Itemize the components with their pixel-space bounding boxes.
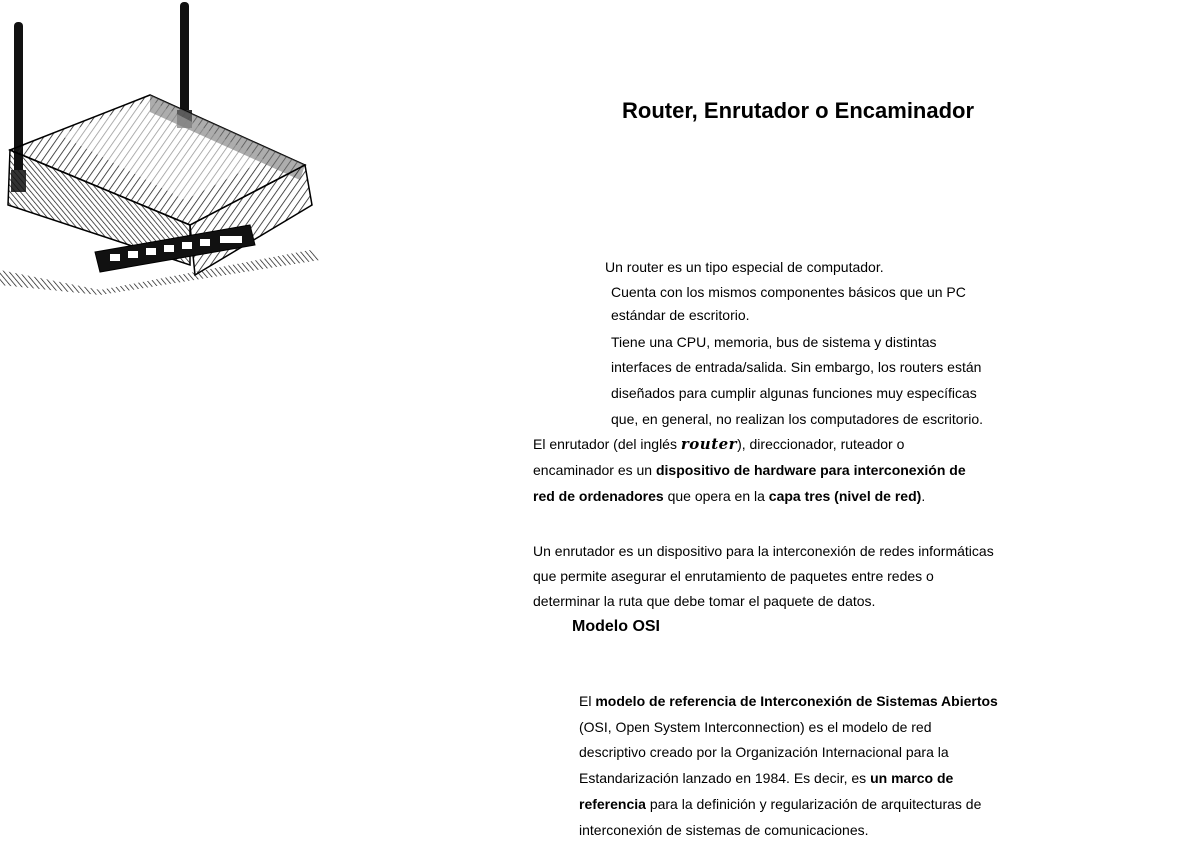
osi-heading: Modelo OSI [572, 618, 660, 635]
intro-line-1: Un router es un tipo especial de computador. [605, 259, 884, 275]
definition-emphasis: red de ordenadores [533, 488, 664, 504]
definition-emphasis: capa tres (nivel de red) [768, 488, 922, 504]
page-title: Router, Enrutador o Encaminador [622, 98, 975, 123]
definition-line-1 [533, 435, 904, 453]
intro-line-2: Cuenta con los mismos componentes básicos que un PC [611, 284, 966, 300]
osi-emphasis: un marco de [870, 770, 954, 786]
osi-line-3: descriptivo creado por la Organización Internacional para la [579, 744, 949, 760]
osi-text: Estandarización lanzado en 1984. Es decir, es [579, 770, 871, 786]
osi-line-2: (OSI, Open System Interconnection) es el modelo de red [579, 719, 932, 735]
intro-line-6: diseñados para cumplir algunas funciones muy específicas [611, 385, 977, 401]
definition-emphasis: dispositivo de hardware para interconexión de [655, 462, 966, 478]
definition-text: El enrutador (del inglés [533, 436, 681, 452]
definition-text: encaminador es un [533, 462, 656, 478]
definition-line-2 [533, 461, 966, 479]
definition-text: que opera en la [663, 488, 769, 504]
intro-line-4: Tiene una CPU, memoria, bus de sistema y distintas [611, 334, 937, 350]
osi-text: El [579, 693, 596, 709]
osi-emphasis: modelo de referencia de Interconexión de Sistemas Abiertos [595, 693, 998, 709]
router-term: router [680, 435, 738, 453]
function-line-1: Un enrutador es un dispositivo para la interconexión de redes informáticas [533, 543, 994, 559]
osi-line-5 [579, 795, 981, 813]
router-body [0, 95, 320, 295]
osi-line-4 [579, 769, 953, 787]
osi-line-6: interconexión de sistemas de comunicaciones. [579, 822, 869, 838]
intro-line-5: interfaces de entrada/salida. Sin embargo, los routers están [611, 359, 982, 375]
osi-line-1 [579, 692, 998, 710]
definition-text: ), direccionador, ruteador o [737, 436, 905, 452]
intro-line-3: estándar de escritorio. [611, 307, 750, 323]
function-line-2: que permite asegurar el enrutamiento de paquetes entre redes o [533, 568, 934, 584]
definition-text: . [921, 488, 926, 504]
router-illustration [0, 0, 320, 295]
osi-emphasis: referencia [579, 796, 646, 812]
osi-text: para la definición y regularización de arquitecturas de [645, 796, 982, 812]
definition-line-3 [533, 487, 925, 505]
intro-line-7: que, en general, no realizan los computadores de escritorio. [611, 411, 983, 427]
function-line-3: determinar la ruta que debe tomar el paquete de datos. [533, 593, 876, 609]
